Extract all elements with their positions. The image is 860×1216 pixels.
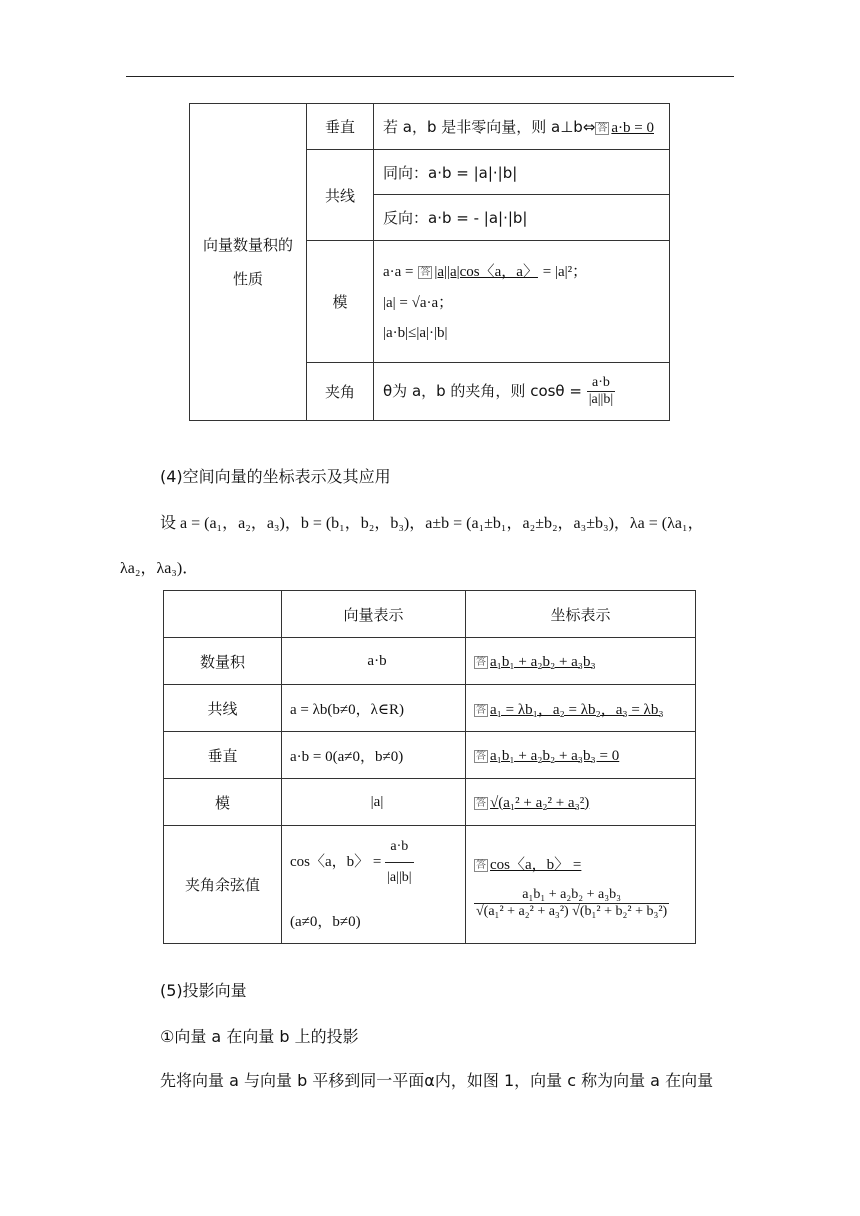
answer-marker: 答 bbox=[597, 123, 608, 134]
mod-cell bbox=[374, 241, 670, 363]
section5-sub: ①向量 a 在向量 b 上的投影 bbox=[160, 1027, 359, 1046]
angle-fraction bbox=[587, 375, 615, 408]
opp-dir: 反向：a·b = - |a|·|b| bbox=[374, 195, 670, 241]
section4-title: (4)空间向量的坐标表示及其应用 bbox=[160, 467, 391, 486]
coord-fraction bbox=[474, 887, 669, 920]
row-vec: a = λb(b≠0，λ∈R) bbox=[282, 685, 466, 732]
mod-label: 模 bbox=[307, 241, 374, 363]
mod-1-answer: |a||a|cos〈a，a〉 bbox=[434, 263, 538, 280]
row-vec: |a| bbox=[282, 779, 466, 826]
vec-num: a·b bbox=[385, 832, 413, 863]
row-name: 垂直 bbox=[164, 732, 282, 779]
perp-answer: a·b = 0 bbox=[611, 120, 654, 136]
angle-text: θ为 a，b 的夹角，则 cosθ = bbox=[383, 382, 582, 400]
answer-marker: 答 bbox=[420, 266, 431, 278]
category-cell: 向量数量积的性质 bbox=[190, 104, 307, 421]
coord-den: √(a₁² + a₂² + a₃²) √(b₁² + b₂² + b₃²) bbox=[476, 903, 668, 919]
mod-3: |a·b|≤|a|·|b| bbox=[383, 324, 448, 341]
vec-fraction bbox=[385, 832, 413, 893]
properties-table bbox=[189, 103, 670, 421]
row-vec-cell bbox=[282, 826, 466, 944]
vec-cond: (a≠0，b≠0) bbox=[290, 914, 361, 930]
angle-den: |a||b| bbox=[588, 392, 614, 407]
row-coord: a₁ = λb₁，a₂ = λb₂，a₃ = λb₃ bbox=[490, 701, 664, 718]
row-name: 模 bbox=[164, 779, 282, 826]
row-vec: a·b bbox=[282, 638, 466, 685]
coordinate-table bbox=[163, 590, 696, 944]
answer-marker: 答 bbox=[476, 859, 486, 871]
section4-line2: λa₂，λa₃)． bbox=[120, 560, 199, 577]
row-coord: a₁b₁ + a₂b₂ + a₃b₃ = 0 bbox=[490, 747, 620, 764]
angle-num: a·b bbox=[587, 375, 615, 392]
coord-num: a₁b₁ + a₂b₂ + a₃b₃ bbox=[474, 887, 669, 904]
section5-text: 先将向量 a 与向量 b 平移到同一平面α内，如图 1，向量 c 称为向量 a 在向量 bbox=[160, 1071, 714, 1090]
vec-pre: cos〈a，b〉 = bbox=[290, 853, 382, 870]
row-vec: a·b = 0(a≠0，b≠0) bbox=[282, 732, 466, 779]
row-name: 共线 bbox=[164, 685, 282, 732]
angle-label: 夹角 bbox=[307, 363, 374, 421]
mod-1-pre: a·a = bbox=[383, 263, 414, 280]
collinear-label: 共线 bbox=[307, 150, 374, 241]
same-dir: 同向：a·b = |a|·|b| bbox=[374, 150, 670, 195]
angle-cell bbox=[374, 363, 670, 421]
row-coord: √(a₁² + a₂² + a₃²) bbox=[490, 794, 590, 811]
header-vector: 向量表示 bbox=[282, 591, 466, 638]
answer-marker: 答 bbox=[476, 797, 486, 809]
perp-text: 若 a，b 是非零向量，则 a⊥b⇔ bbox=[383, 118, 596, 136]
perp-cell bbox=[374, 104, 670, 150]
vec-den: |a||b| bbox=[387, 870, 412, 885]
row-coord: a₁b₁ + a₂b₂ + a₃b₃ bbox=[490, 653, 596, 670]
answer-marker: 答 bbox=[476, 656, 486, 668]
header-empty bbox=[164, 591, 282, 638]
mod-1-post: = |a|²； bbox=[542, 263, 588, 280]
header-coord: 坐标表示 bbox=[466, 591, 696, 638]
section5-title: (5)投影向量 bbox=[160, 981, 247, 1000]
perp-label: 垂直 bbox=[307, 104, 374, 150]
answer-marker: 答 bbox=[476, 704, 486, 716]
row-coord-cell bbox=[466, 826, 696, 944]
row-name: 数量积 bbox=[164, 638, 282, 685]
section4-line1: 设 a = (a₁，a₂，a₃)，b = (b₁，b₂，b₃)，a±b = (a₁±b₁，a₂±b₂，a₃±b₃)，λa = (λa₁， bbox=[160, 515, 704, 532]
answer-marker: 答 bbox=[476, 750, 486, 762]
row-name: 夹角余弦值 bbox=[164, 826, 282, 944]
header-rule bbox=[126, 76, 734, 77]
coord-pre: cos〈a，b〉 = bbox=[490, 856, 582, 873]
mod-2: |a| = √a·a； bbox=[383, 294, 454, 311]
